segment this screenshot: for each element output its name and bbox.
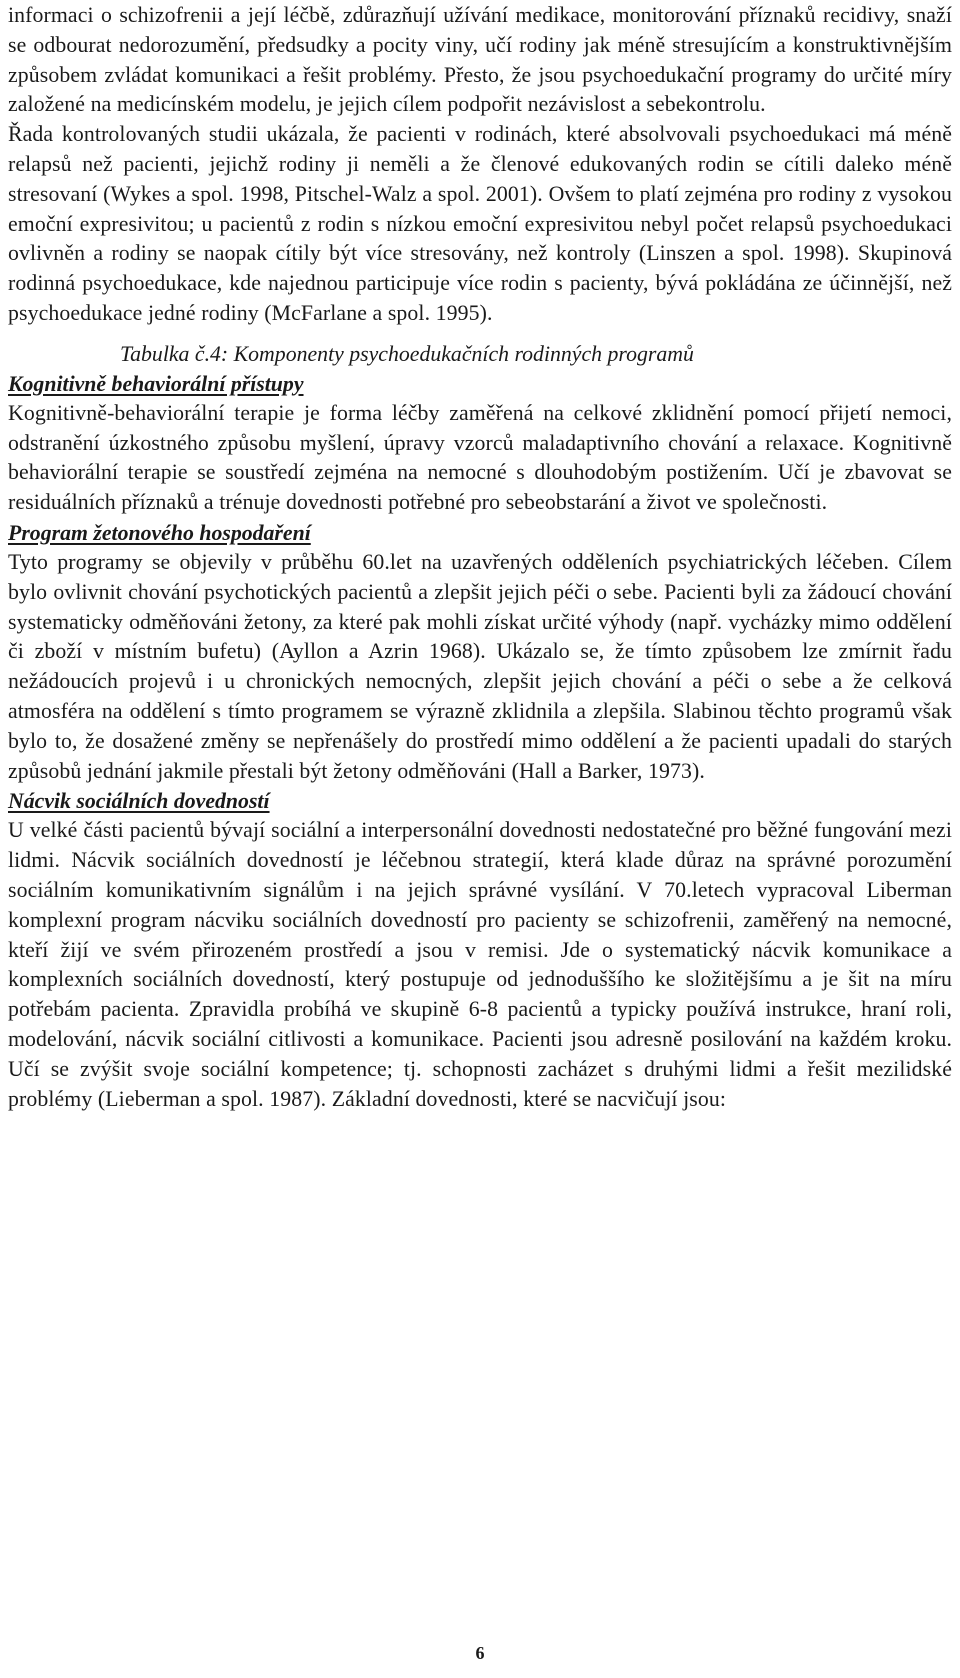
- heading-social-skills: Nácvik sociálních dovedností: [8, 789, 270, 814]
- page-number: 6: [475, 1643, 485, 1663]
- paragraph-social-skills: U velké části pacientů bývají sociální a interpersonální dovednosti nedostatečné pro běžné fungování mezi lidmi. Nácvik sociálních dovedností je léčebnou strategií, která klade důraz na správné porozumění sociálním komunikativním signálům i na jejich správné vysílání. V 70.letech vypracoval Liberman komplexní program nácviku sociálních dovedností pro pacienty se schizofrenii, zaměřený na nemocné, kteří žijí ve svém přirozeném prostředí a jsou v remisi. Jde o systematický nácvik komunikace a komplexních sociálních dovedností, který postupuje od jednoduššího ke složitějšímu a je šit na míru potřebám pacienta. Zpravidla probíhá ve skupině 6-8 pacientů a typicky používá instrukce, hraní roli, modelování, nácvik sociální citlivosti a komunikace. Pacienti jsou adresně posilování na každém kroku. Učí se zvýšit svoje sociální kompetence; tj. schopnosti zacházet s druhými lidmi a řešit mezilidské problémy (Lieberman a spol. 1987). Základní dovednosti, které se nacvičují jsou:: [8, 818, 952, 1111]
- paragraph-token-economy: Tyto programy se objevily v průběhu 60.let na uzavřených odděleních psychiatrických léčeben. Cílem bylo ovlivnit chování psychotických pacientů a zlepšit jejich péči o sebe. Pacienti byli za žádoucí chování systematicky odměňováni žetony, za které pak mohli získat určité výhody (např. vycházky mimo oddělení či zboží v místním bufetu) (Ayllon a Azrin 1968). Ukázalo se, že tímto způsobem lze zmírnit řadu nežádoucích projevů i u chronických nemocných, zlepšit jejich chování a péči o sebe a že celková atmosféra na oddělení s tímto programem se výrazně zklidnila a zlepšila. Slabinou těchto programů však bylo to, že dosažené změny se nepřenášely do prostředí mimo oddělení a že pacienti upadali do starých způsobů jednání jakmile přestali být žetony odměňováni (Hall a Barker, 1973).: [8, 549, 952, 783]
- heading-cognitive-behavioral: Kognitivně behaviorální přístupy: [8, 371, 304, 396]
- paragraph-cognitive-behavioral: Kognitivně-behaviorální terapie je forma léčby zaměřená na celkové zklidnění pomocí přijetí nemoci, odstranění úzkostného způsobu myšlení, úpravy vzorců maladaptivního chování a relaxace. Kognitivně behaviorální terapie se soustředí zejména na nemocné s dlouhodobým postižením. Učí je zbavovat se residuálních příznaků a trénuje dovednosti potřebné pro sebeobstarání a život ve společnosti.: [8, 400, 952, 515]
- document-page: [8, 0, 952, 1114]
- paragraph-studies: Řada kontrolovaných studii ukázala, že pacienti v rodinách, které absolvovali psychoedukaci má méně relapsů než pacienti, jejichž rodiny ji neměli a že členové edukovaných rodin se cítili daleko méně stresovaní (Wykes a spol. 1998, Pitschel-Walz a spol. 2001). Ovšem to platí zejména pro rodiny z vysokou emoční expresivitou; u pacientů z rodin s nízkou emoční expresivitou nebyl počet relapsů psychoedukaci ovlivněn a rodiny se naopak cítily být více stresovány, než kontroly (Linszen a spol. 1998). Skupinová rodinná psychoedukace, kde najednou participuje více rodin s pacienty, bývá pokládána ze účinnější, než psychoedukace jedné rodiny (McFarlane a spol. 1995).: [8, 122, 952, 325]
- table-caption: Tabulka č.4: Komponenty psychoedukačních rodinných programů: [120, 341, 694, 366]
- heading-token-economy: Program žetonového hospodaření: [8, 520, 311, 545]
- paragraph-intro: informaci o schizofrenii a její léčbě, zdůrazňují užívání medikace, monitorování příznaků recidivy, snaží se odbourat nedorozumění, předsudky a pocity viny, učí rodiny jak méně stresujícím a konstruktivnějším způsobem zvládat komunikaci a řešit problémy. Přesto, že jsou psychoedukační programy do určité míry založené na medicínském modelu, je jejich cílem podpořit nezávislost a sebekontrolu.: [8, 3, 952, 117]
